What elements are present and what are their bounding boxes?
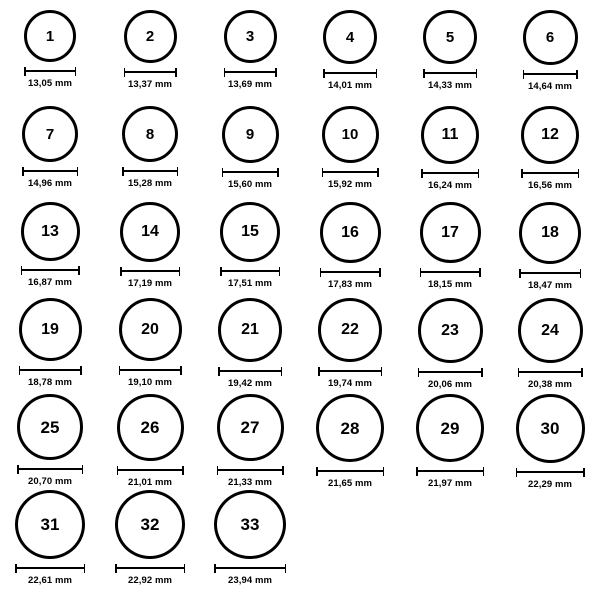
ring-cell (200, 490, 300, 586)
measure-bar (21, 269, 80, 271)
diameter-measure-line (24, 67, 76, 75)
ring-circle (318, 298, 382, 362)
diameter-value: 13,37 mm (127, 79, 173, 90)
ring-size-label: 9 (245, 126, 255, 143)
measure-bar (323, 72, 377, 74)
measure-cap-right (383, 467, 385, 476)
ring-size-label: 12 (541, 126, 559, 143)
ring-cell (200, 202, 300, 298)
ring-circle (519, 202, 581, 264)
measure-cap-left (318, 367, 320, 376)
measure-bar (521, 172, 579, 174)
diameter-value: 20,70 mm (27, 476, 73, 487)
ring-cell (0, 106, 100, 202)
diameter-measure-line (122, 167, 178, 175)
ring-circle (521, 106, 579, 164)
measure-cap-right (277, 168, 279, 177)
ring-cell (500, 106, 600, 202)
diameter-value: 15,28 mm (127, 178, 173, 189)
diameter-measure-line (217, 466, 284, 474)
ring-cell (100, 10, 200, 106)
measure-cap-left (214, 564, 216, 573)
measure-cap-right (476, 69, 478, 78)
diameter-measure-line (115, 564, 185, 572)
measure-bar (516, 471, 585, 473)
measure-bar (423, 72, 477, 74)
diameter-value: 19,10 mm (127, 377, 173, 388)
ring-size-label: 10 (341, 126, 359, 143)
diameter-value: 20,06 mm (427, 379, 473, 390)
measure-cap-left (521, 169, 523, 178)
measure-cap-left (122, 167, 124, 176)
ring-size-label: 24 (541, 321, 559, 339)
diameter-value: 14,64 mm (527, 81, 573, 92)
measure-cap-left (320, 268, 322, 277)
ring-circle (115, 490, 185, 559)
ring-size-label: 4 (345, 28, 355, 46)
ring-cell (200, 106, 300, 202)
ring-size-label: 14 (141, 223, 159, 240)
diameter-value: 22,29 mm (527, 479, 573, 490)
diameter-measure-line (518, 368, 583, 376)
ring-circle (224, 10, 277, 63)
measure-bar (518, 371, 583, 373)
ring-cell (500, 298, 600, 394)
ring-size-label: 18 (541, 224, 559, 241)
measure-cap-right (580, 269, 582, 278)
ring-size-label: 19 (41, 320, 59, 338)
diameter-measure-line (224, 68, 277, 76)
ring-size-label: 29 (440, 418, 460, 438)
measure-cap-left (124, 68, 126, 77)
measure-bar (24, 70, 76, 72)
measure-cap-right (377, 168, 379, 177)
measure-cap-right (483, 467, 485, 476)
measure-cap-left (523, 70, 525, 79)
ring-circle (15, 490, 85, 559)
ring-cell (0, 202, 100, 298)
measure-bar (115, 567, 185, 569)
measure-cap-left (322, 168, 324, 177)
ring-grid (0, 10, 600, 586)
ring-size-label: 25 (40, 417, 60, 437)
ring-cell (100, 394, 200, 490)
measure-bar (420, 271, 481, 273)
diameter-measure-line (316, 467, 384, 475)
measure-cap-right (479, 268, 481, 277)
measure-cap-left (222, 168, 224, 177)
diameter-measure-line (117, 466, 184, 474)
ring-cell (100, 202, 200, 298)
ring-cell (500, 394, 600, 490)
diameter-value: 21,97 mm (427, 478, 473, 489)
diameter-measure-line (420, 268, 481, 276)
ring-circle (418, 298, 483, 363)
measure-cap-left (316, 467, 318, 476)
diameter-measure-line (323, 69, 377, 77)
diameter-measure-line (15, 564, 85, 572)
measure-cap-left (21, 266, 23, 275)
diameter-value: 23,94 mm (227, 575, 273, 586)
measure-cap-right (84, 564, 86, 573)
measure-bar (17, 468, 83, 470)
ring-circle (222, 106, 279, 163)
diameter-value: 18,47 mm (527, 280, 573, 291)
ring-size-label: 11 (441, 126, 459, 143)
ring-circle (320, 202, 381, 263)
measure-cap-left (15, 564, 17, 573)
ring-size-label: 16 (341, 223, 359, 241)
diameter-measure-line (214, 564, 286, 572)
diameter-measure-line (119, 366, 182, 374)
measure-cap-right (281, 367, 283, 376)
diameter-measure-line (418, 368, 483, 376)
measure-cap-right (182, 466, 184, 475)
diameter-value: 20,38 mm (527, 379, 573, 390)
ring-cell (400, 10, 500, 106)
measure-cap-right (379, 268, 381, 277)
diameter-value: 14,96 mm (27, 178, 73, 189)
ring-cell (500, 202, 600, 298)
measure-bar (519, 272, 581, 274)
measure-cap-right (179, 267, 181, 276)
ring-cell (300, 10, 400, 106)
diameter-value: 21,65 mm (327, 478, 373, 489)
diameter-value: 13,69 mm (227, 79, 273, 90)
measure-cap-left (115, 564, 117, 573)
diameter-value: 18,15 mm (427, 279, 473, 290)
measure-cap-left (22, 167, 24, 176)
measure-cap-right (583, 468, 585, 477)
measure-bar (214, 567, 286, 569)
ring-circle (416, 394, 484, 462)
ring-size-label: 31 (40, 515, 60, 535)
measure-cap-left (516, 468, 518, 477)
ring-size-label: 32 (140, 515, 160, 535)
ring-circle (323, 10, 377, 64)
measure-cap-left (220, 267, 222, 276)
ring-size-label: 27 (240, 418, 260, 437)
measure-bar (124, 71, 177, 73)
diameter-measure-line (124, 68, 177, 76)
measure-bar (418, 371, 483, 373)
diameter-value: 15,92 mm (327, 179, 373, 190)
measure-cap-left (421, 169, 423, 178)
measure-bar (19, 369, 82, 371)
measure-cap-right (177, 167, 179, 176)
ring-circle (420, 202, 481, 263)
ring-circle (220, 202, 280, 262)
measure-bar (218, 370, 282, 372)
ring-circle (21, 202, 80, 261)
diameter-measure-line (516, 468, 585, 476)
ring-size-label: 26 (140, 418, 160, 437)
measure-bar (220, 270, 280, 272)
ring-cell (200, 10, 300, 106)
measure-bar (217, 469, 284, 471)
measure-cap-right (77, 167, 79, 176)
diameter-value: 21,33 mm (227, 477, 273, 488)
measure-cap-right (481, 368, 483, 377)
ring-circle (516, 394, 585, 463)
measure-cap-right (78, 266, 80, 275)
ring-size-label: 20 (141, 320, 159, 338)
diameter-measure-line (19, 366, 82, 374)
measure-bar (22, 170, 78, 172)
ring-circle (17, 394, 83, 460)
ring-size-label: 17 (441, 223, 459, 241)
ring-size-label: 5 (445, 28, 455, 46)
diameter-value: 13,05 mm (27, 78, 73, 89)
measure-cap-right (285, 564, 287, 573)
diameter-value: 22,61 mm (27, 575, 73, 586)
measure-bar (318, 370, 382, 372)
diameter-measure-line (521, 169, 579, 177)
measure-cap-left (120, 267, 122, 276)
ring-circle (518, 298, 583, 363)
diameter-value: 16,24 mm (427, 180, 473, 191)
measure-bar (320, 271, 381, 273)
ring-cell (500, 10, 600, 106)
ring-size-label: 7 (45, 125, 55, 143)
ring-size-label: 6 (545, 29, 555, 46)
measure-bar (119, 369, 182, 371)
measure-cap-left (518, 368, 520, 377)
ring-circle (523, 10, 578, 65)
ring-circle (19, 298, 82, 361)
measure-cap-right (180, 366, 182, 375)
ring-circle (119, 298, 182, 361)
ring-size-label: 3 (245, 28, 255, 45)
measure-cap-right (184, 564, 186, 573)
ring-cell (400, 106, 500, 202)
ring-size-label: 13 (41, 222, 59, 240)
ring-size-label: 8 (145, 125, 155, 143)
ring-cell (100, 490, 200, 586)
ring-cell (200, 394, 300, 490)
measure-cap-left (323, 69, 325, 78)
diameter-value: 19,42 mm (227, 378, 273, 389)
ring-circle (124, 10, 177, 63)
measure-bar (322, 171, 379, 173)
diameter-measure-line (423, 69, 477, 77)
measure-cap-right (275, 68, 277, 77)
ring-cell (100, 298, 200, 394)
measure-cap-left (19, 366, 21, 375)
ring-cell (200, 298, 300, 394)
diameter-measure-line (222, 168, 279, 176)
measure-cap-right (75, 67, 77, 76)
measure-bar (117, 469, 184, 471)
ring-size-label: 23 (441, 321, 459, 339)
measure-cap-left (420, 268, 422, 277)
measure-cap-left (423, 69, 425, 78)
measure-bar (523, 73, 578, 75)
diameter-measure-line (322, 168, 379, 176)
ring-cell (0, 490, 100, 586)
measure-cap-right (82, 465, 84, 474)
ring-cell (300, 106, 400, 202)
ring-circle (423, 10, 477, 64)
ring-cell (0, 298, 100, 394)
diameter-measure-line (22, 167, 78, 175)
ring-cell (100, 106, 200, 202)
ring-circle (120, 202, 180, 262)
diameter-measure-line (318, 367, 382, 375)
ring-cell (0, 10, 100, 106)
measure-cap-left (217, 466, 219, 475)
measure-cap-right (381, 367, 383, 376)
diameter-value: 19,74 mm (327, 378, 373, 389)
ring-cell (0, 394, 100, 490)
ring-circle (322, 106, 379, 163)
diameter-measure-line (416, 467, 484, 475)
measure-cap-left (224, 68, 226, 77)
diameter-measure-line (320, 268, 381, 276)
ring-size-label: 21 (241, 321, 259, 338)
diameter-value: 22,92 mm (127, 575, 173, 586)
ring-size-label: 28 (340, 418, 360, 438)
measure-bar (120, 270, 180, 272)
ring-size-label: 2 (145, 28, 155, 45)
ring-size-label: 22 (341, 321, 359, 338)
diameter-measure-line (17, 465, 83, 473)
ring-circle (22, 106, 78, 162)
ring-size-label: 33 (240, 515, 260, 535)
ring-circle (421, 106, 479, 164)
diameter-measure-line (523, 70, 578, 78)
measure-bar (416, 470, 484, 472)
diameter-value: 17,83 mm (327, 279, 373, 290)
measure-cap-left (218, 367, 220, 376)
ring-size-label: 1 (45, 27, 55, 45)
diameter-value: 16,87 mm (27, 277, 73, 288)
ring-circle (217, 394, 284, 461)
diameter-value: 17,51 mm (227, 278, 273, 289)
ring-cell (400, 298, 500, 394)
measure-cap-right (581, 368, 583, 377)
diameter-value: 16,56 mm (527, 180, 573, 191)
ring-size-label: 15 (241, 223, 259, 240)
measure-cap-right (376, 69, 378, 78)
diameter-value: 18,78 mm (27, 377, 73, 388)
measure-cap-left (17, 465, 19, 474)
measure-cap-right (282, 466, 284, 475)
diameter-measure-line (421, 169, 479, 177)
measure-cap-right (578, 169, 580, 178)
measure-cap-left (418, 368, 420, 377)
measure-bar (122, 170, 178, 172)
ring-circle (316, 394, 384, 462)
measure-cap-right (175, 68, 177, 77)
diameter-value: 14,33 mm (427, 80, 473, 91)
ring-circle (24, 10, 76, 62)
measure-bar (421, 172, 479, 174)
measure-cap-left (117, 466, 119, 475)
ring-cell (300, 394, 400, 490)
diameter-measure-line (120, 267, 180, 275)
diameter-measure-line (21, 266, 80, 274)
measure-bar (15, 567, 85, 569)
ring-circle (117, 394, 184, 461)
ring-cell (400, 202, 500, 298)
diameter-measure-line (220, 267, 280, 275)
measure-bar (316, 470, 384, 472)
ring-cell (400, 394, 500, 490)
measure-cap-right (279, 267, 281, 276)
measure-cap-left (519, 269, 521, 278)
diameter-value: 21,01 mm (127, 477, 173, 488)
ring-size-label: 30 (540, 419, 560, 438)
measure-cap-right (80, 366, 82, 375)
ring-circle (214, 490, 286, 559)
measure-bar (224, 71, 277, 73)
ring-circle (218, 298, 282, 362)
measure-cap-left (119, 366, 121, 375)
diameter-measure-line (218, 367, 282, 375)
ring-cell (300, 202, 400, 298)
measure-cap-left (416, 467, 418, 476)
diameter-measure-line (519, 269, 581, 277)
ring-circle (122, 106, 178, 162)
diameter-value: 17,19 mm (127, 278, 173, 289)
measure-bar (222, 171, 279, 173)
diameter-value: 14,01 mm (327, 80, 373, 91)
ring-cell (300, 298, 400, 394)
measure-cap-right (576, 70, 578, 79)
diameter-value: 15,60 mm (227, 179, 273, 190)
measure-cap-left (24, 67, 26, 76)
measure-cap-right (478, 169, 480, 178)
